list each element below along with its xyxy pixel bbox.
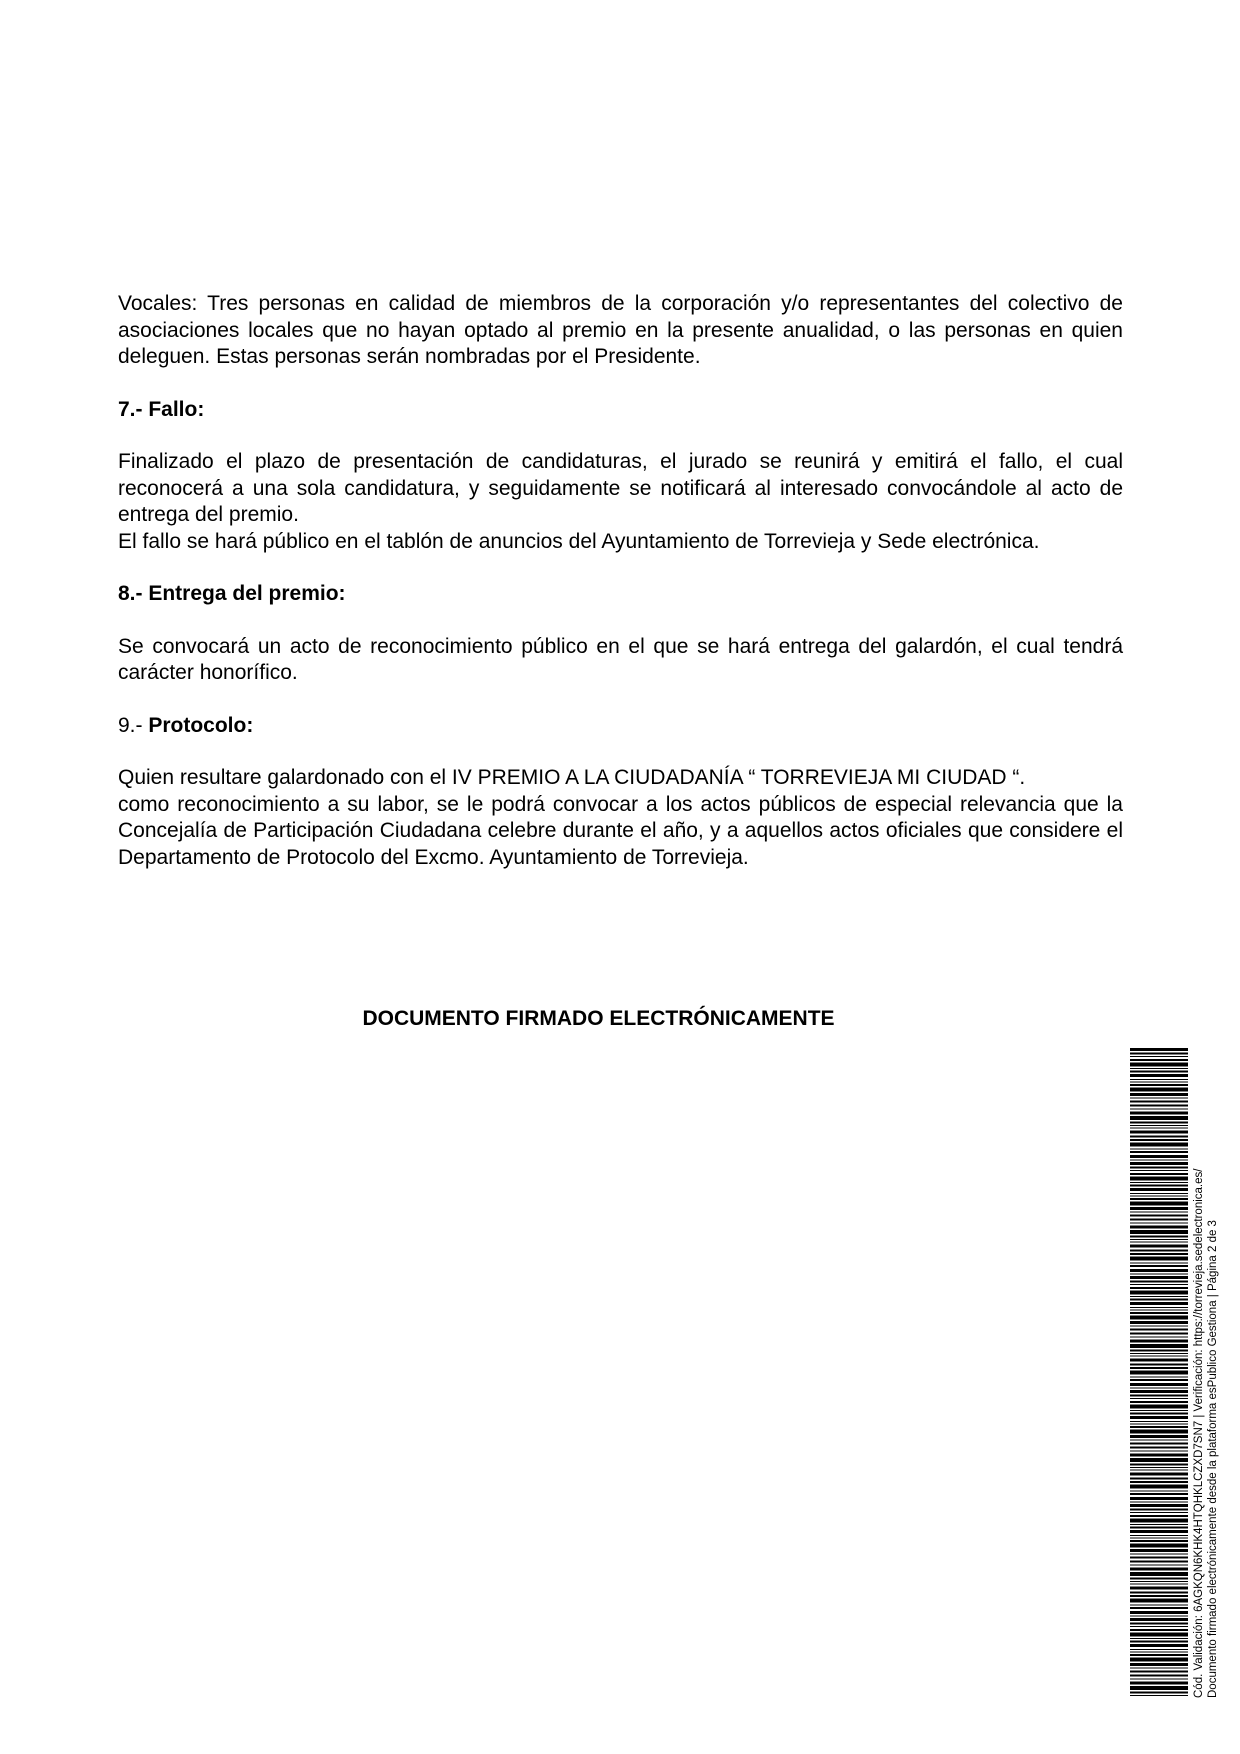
verification-line-2: Documento firmado electrónicamente desde la plataforma esPublico Gestiona | Página 2 de 3 <box>1207 1220 1219 1698</box>
verification-line-1: Cód. Validación: 6AGKQN6KHK4HTQHKLCZXD7SN7 | Verificación: https://torrevieja.sedelectronica.es/ <box>1193 1168 1205 1698</box>
section-7-heading: 7.- Fallo: <box>118 397 205 421</box>
verification-block <box>1130 1048 1219 1698</box>
barcode-icon <box>1130 1048 1190 1698</box>
section-8-heading: 8.- Entrega del premio: <box>118 582 346 605</box>
section-9-line-1: Quien resultare galardonado con el IV PREMIO A LA CIUDADANÍA “ TORREVIEJA MI CIUDAD “. <box>118 766 1026 789</box>
section-9-number: 9.- <box>118 713 149 737</box>
section-9-paragraph: como reconocimiento a su labor, se le podrá convocar a los actos públicos de especial relevancia que la Concejalía de Participación Ciudadana celebre durante el año, y a aquellos actos oficiales que considere el Departamento de Protocolo del Excmo. Ayuntamiento de Torrevieja. <box>118 792 1123 869</box>
section-7-paragraph-1: Finalizado el plazo de presentación de candidaturas, el jurado se reunirá y emitirá el fallo, el cual reconocerá a una sola candidatura, y seguidamente se notificará al interesado convocándole al acto de entrega del premio. <box>118 450 1123 526</box>
section-9-title: Protocolo: <box>148 713 254 737</box>
document-body <box>118 291 1123 871</box>
section-7-paragraph-2: El fallo se hará público en el tablón de anuncios del Ayuntamiento de Torrevieja y Sede electrónica. <box>118 529 1040 553</box>
section-8-paragraph: Se convocará un acto de reconocimiento público en el que se hará entrega del galardón, el cual tendrá carácter honorífico. <box>118 634 1123 684</box>
signed-electronically-note: DOCUMENTO FIRMADO ELECTRÓNICAMENTE <box>362 1007 835 1030</box>
verification-text <box>1192 1048 1220 1698</box>
section-9-heading <box>118 713 1123 740</box>
vocales-paragraph: Vocales: Tres personas en calidad de miembros de la corporación y/o representantes del colectivo de asociaciones locales que no hayan optado al premio en la presente anualidad, o las personas en quien deleguen. Estas personas serán nombradas por el Presidente. <box>118 292 1123 368</box>
